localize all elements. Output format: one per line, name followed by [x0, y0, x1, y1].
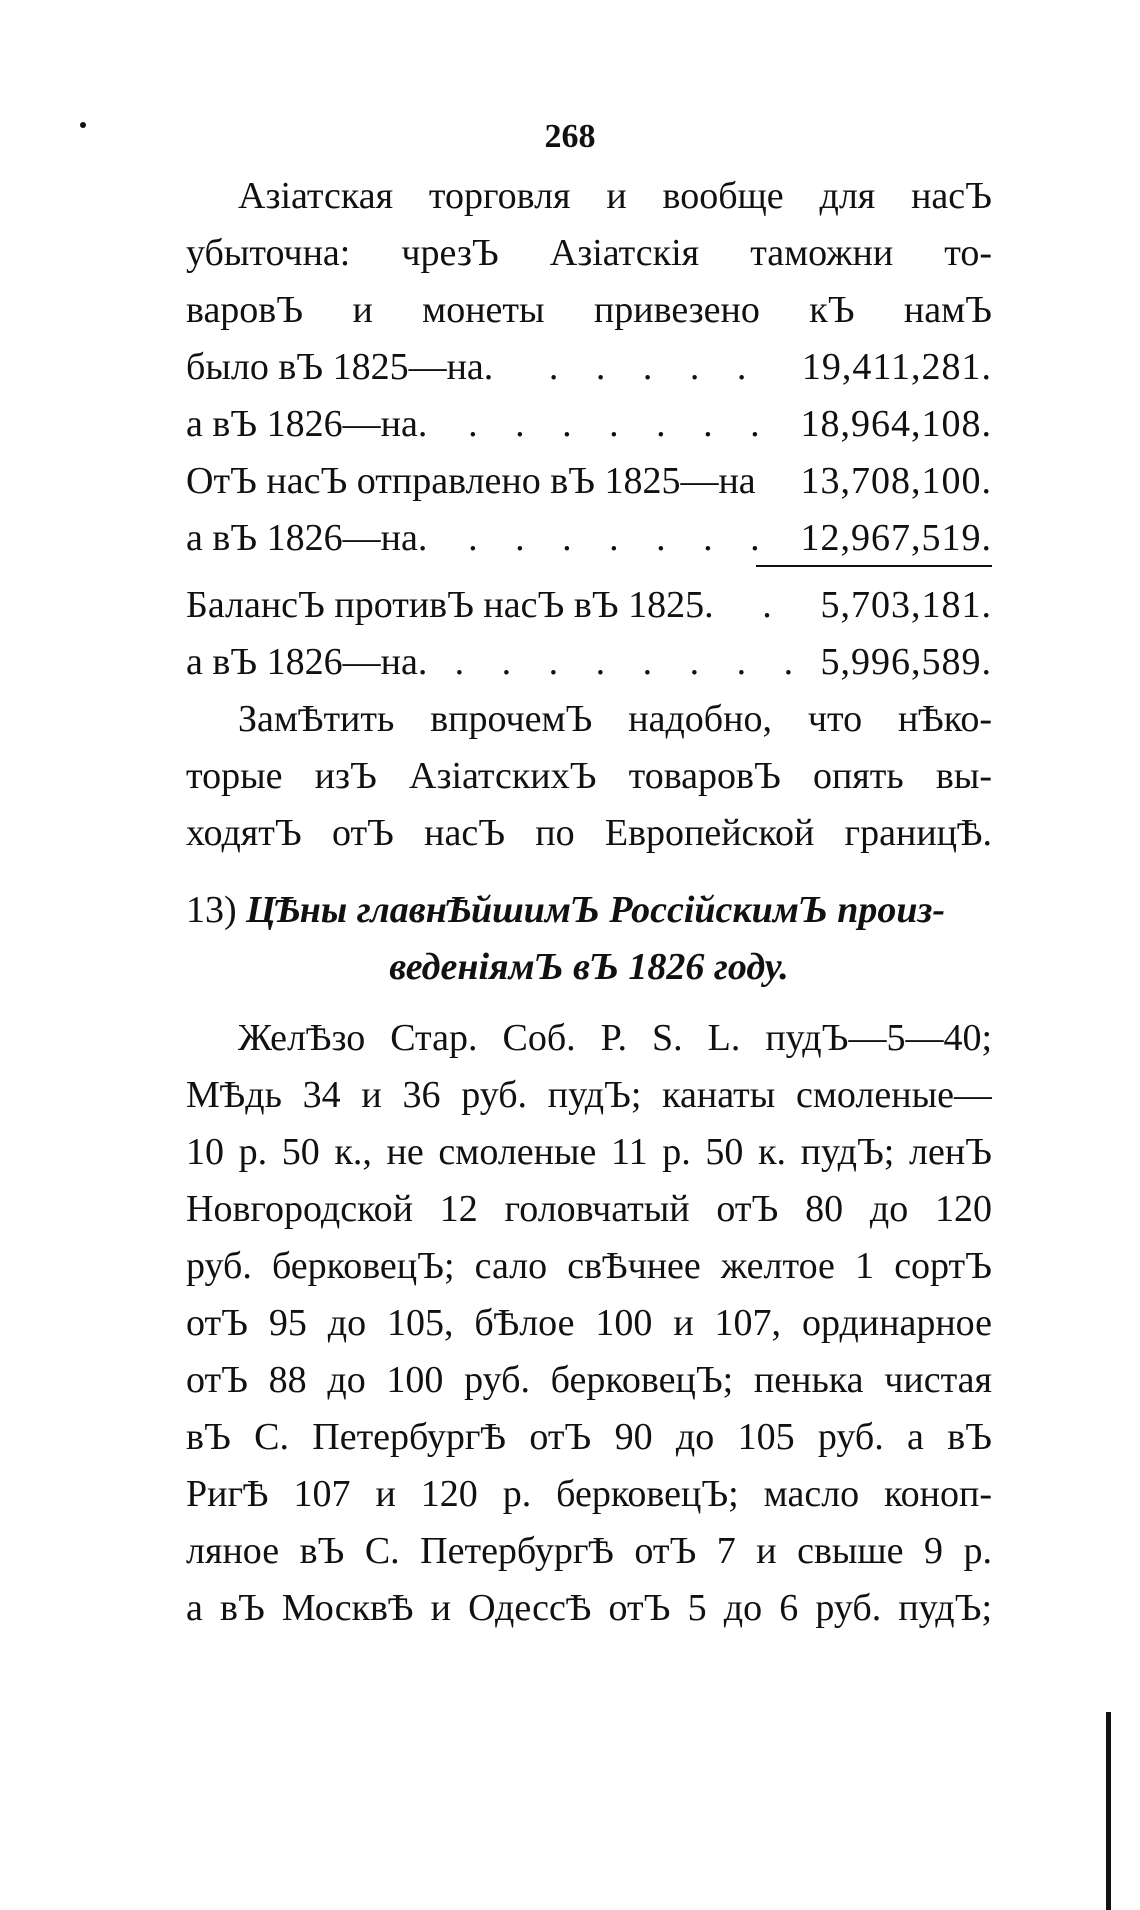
figure-value: 5,703,181. [820, 584, 992, 626]
paragraph-line: торые изЪ АзіатскихЪ товаровЪ опять вы- [186, 755, 992, 797]
paragraph-line: МѢдь 34 и 36 руб. пудЪ; канаты смоленые— [186, 1074, 992, 1116]
figure-label: а вЪ 1826—на. [186, 403, 428, 445]
paragraph-line: ляное вЪ С. ПетербургѢ отЪ 7 и свыше 9 р. [186, 1530, 992, 1572]
balance-row-1826 [186, 634, 992, 691]
leader-dots: . . . . . [548, 346, 761, 388]
figure-label: а вЪ 1826—на. [186, 641, 428, 683]
figure-label: а вЪ 1826—на. [186, 517, 428, 559]
leader-dots: . . . . . . . [468, 517, 774, 559]
figure-row-exports-1826 [186, 510, 992, 567]
paragraph-line: отЪ 95 до 105, бѢлое 100 и 107, ординарное [186, 1302, 992, 1344]
section-title: ЦѢны главнѢйшимЪ РоссійскимЪ произ- [246, 889, 945, 931]
figure-value: 19,411,281. [801, 346, 992, 388]
paragraph-line: а вЪ МосквѢ и ОдессѢ отЪ 5 до 6 руб. пудЪ; [186, 1587, 992, 1629]
section-number: 13) [186, 889, 237, 931]
figure-label: было вЪ 1825—на. [186, 346, 494, 388]
scan-edge-mark [1106, 1712, 1111, 1910]
paragraph-line: варовЪ и монеты привезено кЪ намЪ [186, 289, 992, 331]
paragraph-line: ходятЪ отЪ насЪ по Европейской границѢ. [186, 812, 992, 854]
figure-value: 5,996,589. [820, 641, 992, 683]
figure-row-imports-1825 [186, 339, 992, 396]
balance-row-1825 [186, 577, 992, 634]
paragraph-line: руб. берковецЪ; сало свѢчнее желтое 1 сортЪ [186, 1245, 992, 1287]
paragraph-line: вЪ С. ПетербургѢ отЪ 90 до 105 руб. а вЪ [186, 1416, 992, 1458]
paragraph-line: РигѢ 107 и 120 р. берковецЪ; масло коноп- [186, 1473, 992, 1515]
paragraph-line: Новгородской 12 головчатый отЪ 80 до 120 [186, 1188, 992, 1230]
paragraph-line: отЪ 88 до 100 руб. берковецЪ; пенька чистая [186, 1359, 992, 1401]
section-title-continued: веденіямЪ вЪ 1826 году. [389, 946, 789, 988]
paragraph-line: убыточна: чрезЪ Азіатскія таможни то- [186, 232, 992, 274]
leader-dots: . . . . . . . [468, 403, 774, 445]
leader-dots: . . . . . . . . [454, 641, 808, 683]
leader-dots: . [762, 584, 786, 626]
paragraph-line: Азіатская торговля и вообще для насЪ [238, 175, 992, 217]
page-body [186, 168, 992, 1637]
figure-row-exports-1825 [186, 453, 992, 510]
figure-label: БалансЪ противЪ насЪ вЪ 1825. [186, 584, 714, 626]
paragraph-line: ЖелѢзо Стар. Соб. P. S. L. пудЪ—5—40; [238, 1017, 992, 1059]
page-number: 268 [544, 118, 596, 155]
figure-value: 18,964,108. [800, 403, 992, 445]
figure-row-imports-1826 [186, 396, 992, 453]
figure-value: 12,967,519. [800, 517, 992, 559]
paragraph-line: ЗамѢтить впрочемЪ надобно, что нѢко- [238, 698, 992, 740]
figure-value: 13,708,100. [800, 460, 992, 502]
section-heading [186, 882, 992, 939]
paragraph-line: 10 р. 50 к., не смоленые 11 р. 50 к. пудЪ; ленЪ [186, 1131, 992, 1173]
figure-label: ОтЪ насЪ отправлено вЪ 1825—на [186, 460, 756, 502]
